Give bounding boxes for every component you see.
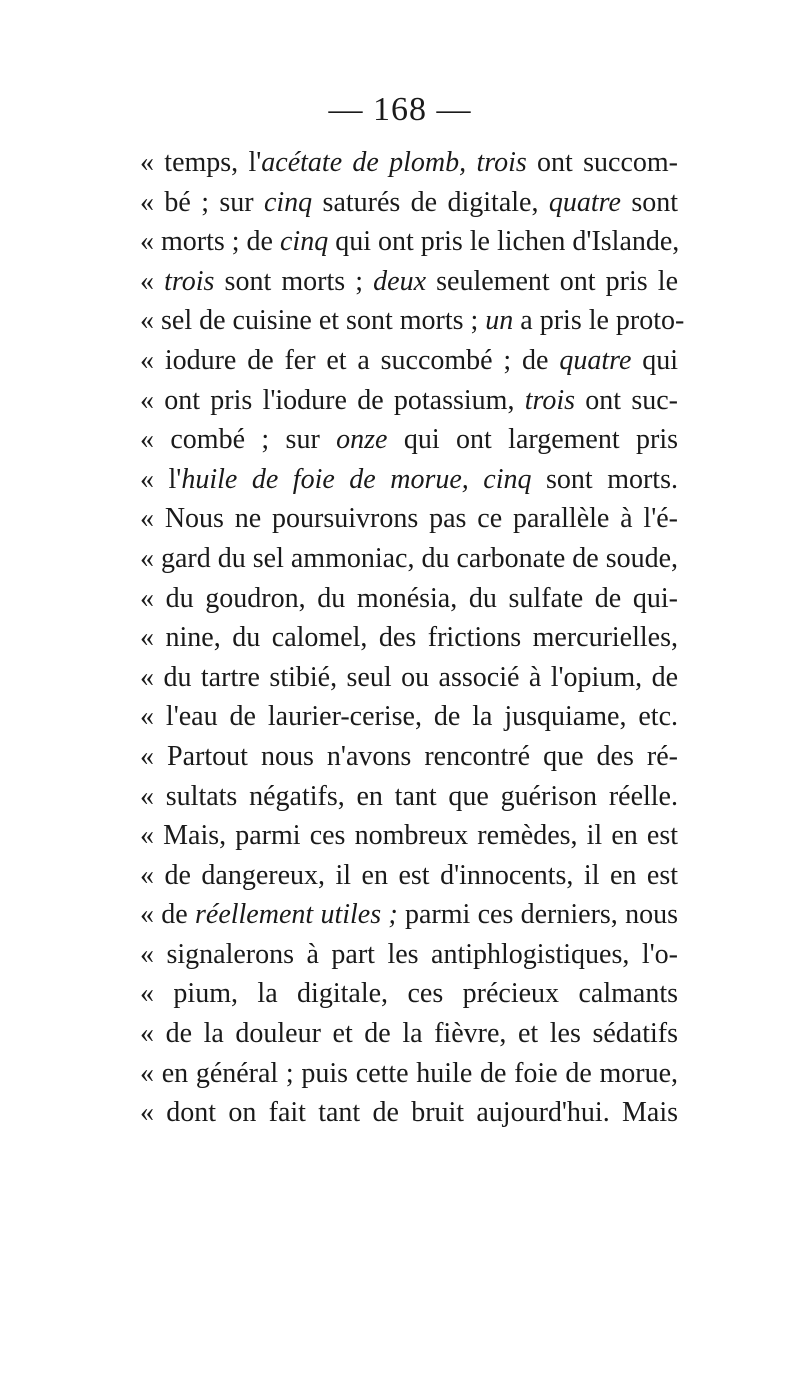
text-segment: « en général ; puis cette huile de foie de morue, <box>140 1057 678 1089</box>
text-segment: parmi ces derniers, nous <box>397 899 678 931</box>
text-line <box>140 935 678 975</box>
text-segment: a pris le proto- <box>513 305 685 337</box>
text-segment: « de dangereux, il en est d'innocents, il en est <box>140 859 678 891</box>
text-line <box>140 341 678 381</box>
text-line <box>140 579 678 619</box>
text-segment: « bé ; sur <box>140 186 264 218</box>
italic-text: réellement utiles ; <box>195 899 398 931</box>
italic-text: huile de foie de morue, cinq <box>181 463 532 495</box>
text-segment: qui ont pris le lichen d'Islande, <box>328 226 680 258</box>
italic-text: onze <box>336 424 388 456</box>
text-line <box>140 1054 678 1094</box>
text-segment: sont <box>620 186 678 218</box>
text-line <box>140 499 678 539</box>
text-segment: saturés de digitale, <box>312 186 549 218</box>
text-segment: « dont on fait tant de bruit aujourd'hui. Mais <box>140 1097 678 1129</box>
italic-text: trois <box>524 384 576 416</box>
text-segment: ont succom- <box>526 147 678 178</box>
text-segment: « Nous ne poursuivrons pas ce parallèle à l'é- <box>140 503 678 535</box>
text-segment: « <box>140 265 165 297</box>
text-segment: « morts ; de <box>140 226 280 258</box>
text-line <box>140 737 678 777</box>
text-segment: « du tartre stibié, seul ou associé à l'opium, de <box>140 661 678 693</box>
body-text <box>140 143 685 1133</box>
text-segment: sont morts. <box>531 463 678 495</box>
text-segment: « de <box>140 899 195 931</box>
text-line <box>140 895 678 935</box>
italic-text: cinq <box>280 226 329 258</box>
text-segment: seulement ont pris le <box>426 265 678 297</box>
text-line <box>140 262 678 302</box>
italic-text: trois <box>164 265 215 297</box>
text-segment: qui ont largement pris <box>387 424 678 456</box>
text-line <box>140 777 678 817</box>
italic-text: quatre <box>559 344 632 376</box>
italic-text: cinq <box>263 186 313 218</box>
text-line <box>140 381 678 421</box>
page-number: — 168 — <box>328 91 472 128</box>
text-line <box>140 143 678 183</box>
text-line <box>140 420 678 460</box>
text-line <box>140 460 678 500</box>
text-segment: « pium, la digitale, ces précieux calmants <box>140 978 678 1010</box>
text-segment: « de la douleur et de la fièvre, et les sédatifs <box>140 1018 678 1050</box>
text-segment: « combé ; sur <box>140 424 337 456</box>
text-line <box>140 539 678 579</box>
text-segment: ont suc- <box>575 384 678 416</box>
text-line <box>140 618 678 658</box>
text-line <box>140 856 678 896</box>
text-line <box>140 301 685 341</box>
text-line <box>140 974 678 1014</box>
text-segment: « l'eau de laurier-cerise, de la jusquiame, etc. <box>140 701 678 733</box>
text-segment: « ont pris l'iodure de potassium, <box>140 384 525 416</box>
text-segment: sont morts ; <box>214 265 374 297</box>
text-line <box>140 183 678 223</box>
text-segment: « signalerons à part les antiphlogistiques, l'o- <box>140 938 678 970</box>
text-line <box>140 222 678 262</box>
italic-text: acétate de plomb, trois <box>261 147 527 178</box>
text-segment: qui <box>631 344 678 376</box>
text-segment: « nine, du calomel, des frictions mercurielles, <box>140 622 678 654</box>
text-segment: « l' <box>140 463 182 495</box>
text-segment: « sel de cuisine et sont morts ; <box>140 305 486 337</box>
text-segment: « iodure de fer et a succombé ; de <box>140 344 560 376</box>
italic-text: un <box>485 305 514 337</box>
text-line <box>140 1093 678 1133</box>
text-segment: « sultats négatifs, en tant que guérison réelle. <box>140 780 678 812</box>
text-line <box>140 1014 678 1054</box>
italic-text: quatre <box>548 186 621 218</box>
text-segment: « gard du sel ammoniac, du carbonate de soude, <box>140 542 679 574</box>
text-line <box>140 658 678 698</box>
text-segment: « Mais, parmi ces nombreux remèdes, il en est <box>140 820 678 852</box>
text-line <box>140 697 678 737</box>
text-segment: « temps, l' <box>140 147 262 178</box>
text-line <box>140 816 678 856</box>
italic-text: deux <box>373 265 427 297</box>
text-segment: « du goudron, du monésia, du sulfate de qui- <box>140 582 678 614</box>
text-segment: « Partout nous n'avons rencontré que des ré- <box>140 740 678 772</box>
